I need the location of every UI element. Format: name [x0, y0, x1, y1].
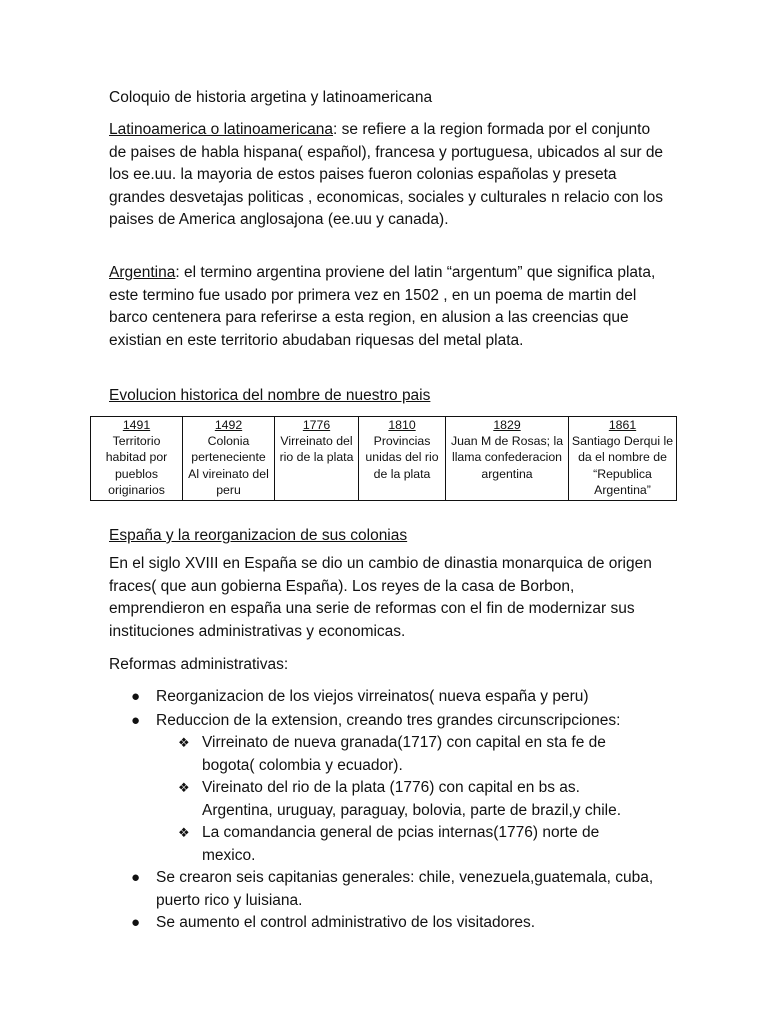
timeline-year: 1810: [388, 418, 416, 432]
list-item-text: Se crearon seis capitanias generales: chile, venezuela,guatemala, cuba, puerto rico y luisiana.: [156, 869, 654, 909]
sub-list-item-text: Virreinato de nueva granada(1717) con capital en sta fe de bogota( colombia y ecuador).: [202, 734, 606, 774]
bullet-icon: ●: [131, 688, 141, 705]
reformas-heading: Reformas administrativas:: [109, 656, 289, 673]
definition-argentina: : el termino argentina proviene del latin “argentum” que significa plata, este termino fue usado por primera vez en 1502 , en un poema de martin del barco centenera para referirse a esta region, en alusion a las creencias que existian en este territorio abudaban riquesas del metal plata.: [109, 264, 656, 349]
sub-list-item-text: Vireinato del rio de la plata (1776) con capital en bs as. Argentina, uruguay, paraguay, bolovia, parte de brazil,y chile.: [202, 779, 622, 819]
diamond-bullet-icon: ❖: [178, 735, 190, 750]
diamond-bullet-icon: ❖: [178, 780, 190, 795]
paragraph-latinoamerica: [109, 119, 669, 232]
timeline-year: 1861: [608, 418, 637, 432]
list-item-text: Reduccion de la extension, creando tres grandes circunscripciones:: [156, 712, 621, 729]
timeline-table: [90, 416, 677, 501]
timeline-desc: Territorio habitad por pueblos originarios: [105, 434, 168, 497]
timeline-desc: Provincias unidas del rio de la plata: [365, 434, 439, 481]
term-argentina: Argentina: [109, 264, 176, 281]
timeline-year: 1776: [302, 418, 331, 432]
bullet-icon: ●: [131, 712, 141, 729]
timeline-desc: Colonia perteneciente Al vireinato del peru: [188, 434, 269, 497]
timeline-cell: [275, 417, 359, 501]
timeline-cell: [569, 417, 677, 501]
paragraph-argentina: [109, 262, 669, 352]
timeline-cell: [446, 417, 569, 501]
timeline-cell: [183, 417, 275, 501]
timeline-year: 1829: [493, 418, 521, 432]
term-latinoamerica: Latinoamerica o latinoamericana: [109, 121, 334, 138]
timeline-cell: [359, 417, 446, 501]
document-title: Coloquio de historia argetina y latinoamericana: [109, 89, 433, 106]
sub-list-item-text: La comandancia general de pcias internas(1776) norte de mexico.: [202, 824, 600, 864]
evolucion-heading: Evolucion historica del nombre de nuestro pais: [109, 387, 431, 404]
timeline-desc: Juan M de Rosas; la llama confederacion argentina: [450, 434, 564, 481]
definition-latinoamerica: : se refiere a la region formada por el conjunto de paises de habla hispana( español), francesa y portuguesa, ubicados al sur de los ee.uu. la mayoria de estos paises fueron colonias españolas y preseta grandes desvetajas politicas , economicas, sociales y culturales n relacio con los paises de America anglosajona (ee.uu y canada).: [109, 121, 664, 228]
timeline-desc: Santiago Derqui le da el nombre de “Republica Argentina”: [571, 434, 674, 497]
list-item-text: Reorganizacion de los viejos virreinatos( nueva españa y peru): [156, 688, 589, 705]
timeline-year: 1492: [214, 418, 243, 432]
timeline-cell: [91, 417, 183, 501]
diamond-bullet-icon: ❖: [178, 825, 190, 840]
bullet-icon: ●: [131, 914, 141, 931]
espana-heading: España y la reorganizacion de sus colonias: [109, 527, 408, 544]
timeline-row: [91, 417, 677, 501]
bullet-icon: ●: [131, 869, 141, 886]
timeline-year: 1491: [122, 418, 151, 432]
paragraph-espana: En el siglo XVIII en España se dio un cambio de dinastia monarquica de origen fraces( que aun gobierna España). Los reyes de la casa de Borbon, emprendieron en españa una serie de reformas con el fin de modernizar sus instituciones administrativas y economicas.: [109, 555, 652, 640]
timeline-desc: Virreinato del rio de la plata: [279, 434, 354, 465]
list-item-text: Se aumento el control administrativo de los visitadores.: [156, 914, 536, 931]
